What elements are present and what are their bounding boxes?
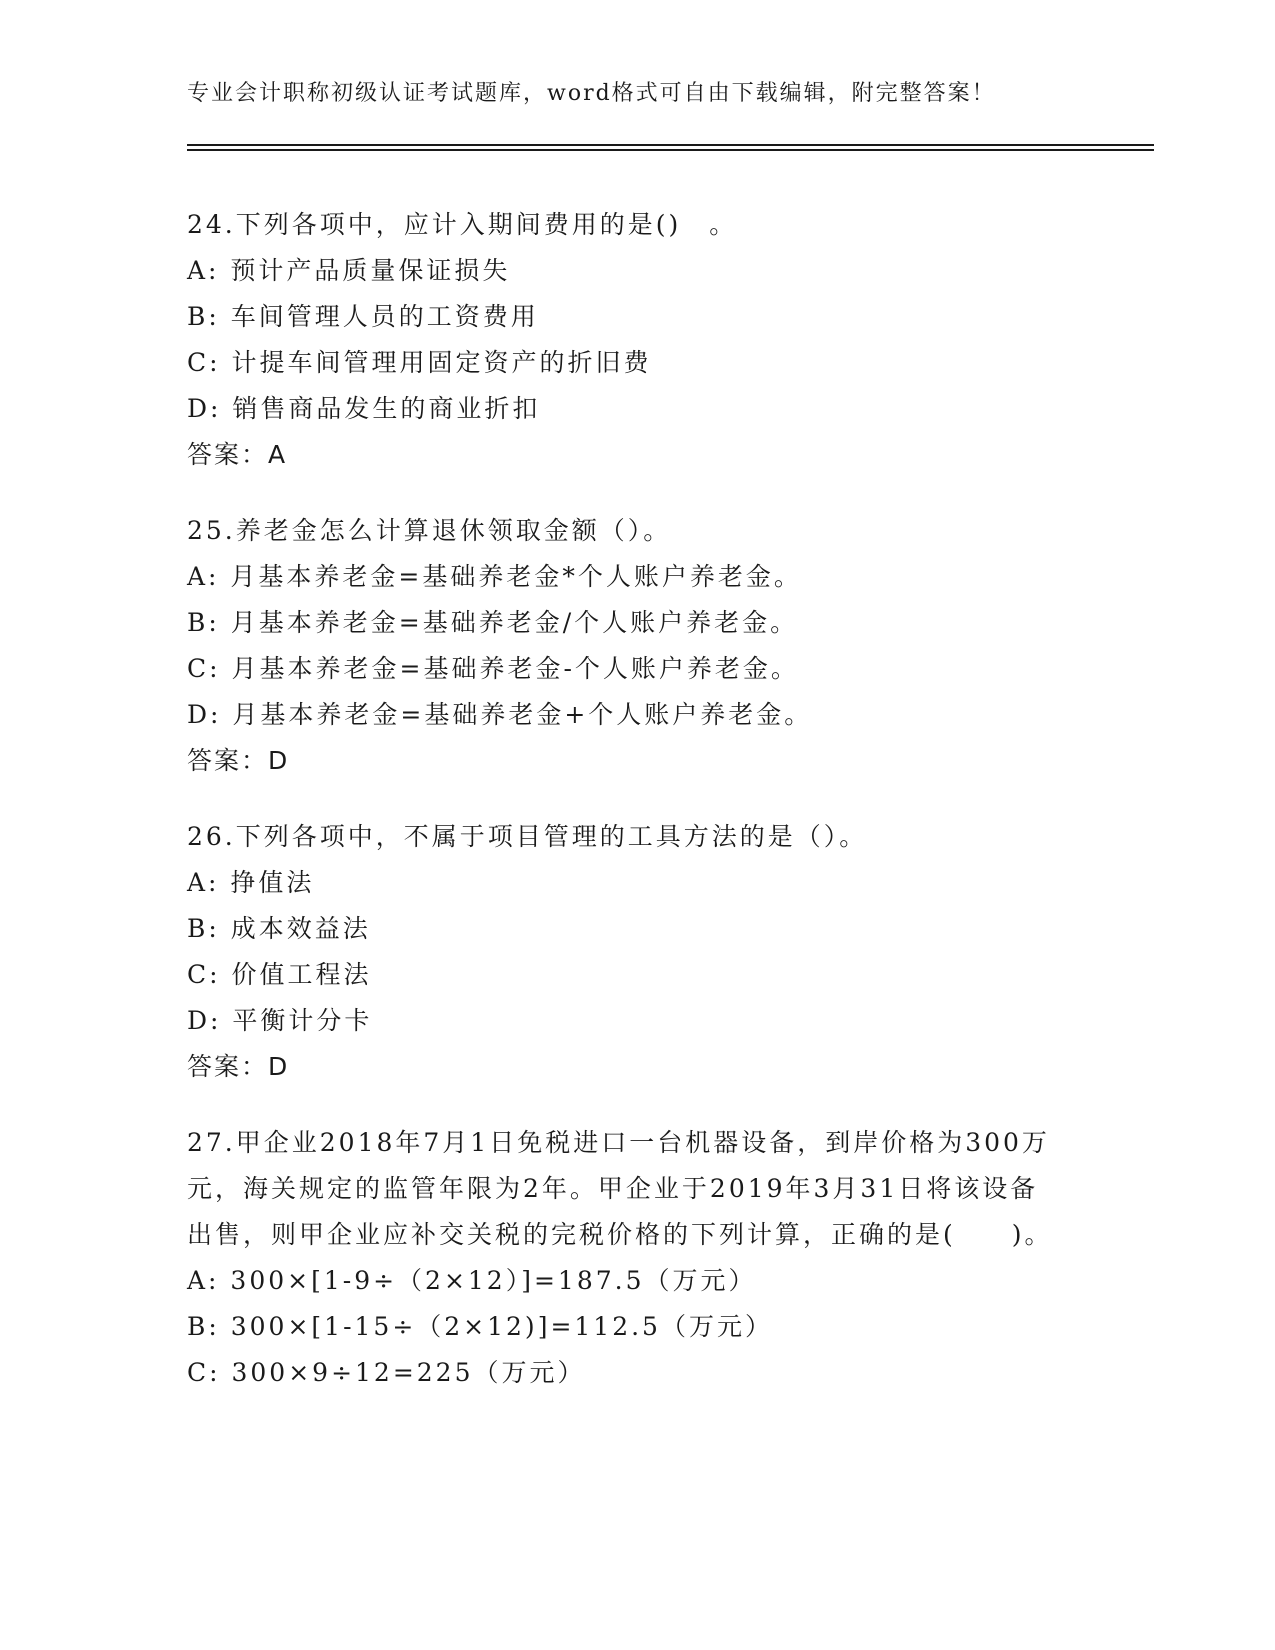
- option-a: A: 300×[1-9÷（2×12）]=187.5（万元）: [187, 1266, 757, 1295]
- header-divider: [187, 144, 1154, 151]
- option-a: A: 预计产品质量保证损失: [187, 256, 511, 285]
- question-stem: 24.下列各项中，应计入期间费用的是() 。: [187, 210, 738, 239]
- question-stem: 25.养老金怎么计算退休领取金额（）。: [187, 516, 672, 545]
- option-d: D: 销售商品发生的商业折扣: [187, 394, 541, 423]
- option-b: B: 300×[1-15÷（2×12)]=112.5（万元）: [187, 1312, 773, 1341]
- option-a: A: 挣值法: [187, 868, 315, 897]
- option-b: B: 成本效益法: [187, 914, 371, 943]
- question-list: [187, 202, 1067, 1426]
- question-stem: 27.甲企业2018年7月1日免税进口一台机器设备，到岸价格为300万元，海关规定的监管年限为2年。甲企业于2019年3月31日将该设备出售，则甲企业应补交关税的完税价格的下列计算，正确的是( )。: [187, 1128, 1053, 1249]
- answer: 答案：A: [187, 440, 288, 469]
- option-c: C: 300×9÷12=225（万元）: [187, 1358, 586, 1387]
- answer: 答案：D: [187, 746, 290, 775]
- option-c: C: 计提车间管理用固定资产的折旧费: [187, 348, 652, 377]
- option-d: D: 月基本养老金=基础养老金+个人账户养老金。: [187, 700, 813, 729]
- option-b: B: 车间管理人员的工资费用: [187, 302, 539, 331]
- question-26: [187, 814, 1067, 1090]
- option-c: C: 价值工程法: [187, 960, 372, 989]
- question-24: [187, 202, 1067, 478]
- answer: 答案：D: [187, 1052, 290, 1081]
- option-b: B: 月基本养老金=基础养老金/个人账户养老金。: [187, 608, 799, 637]
- option-c: C: 月基本养老金=基础养老金-个人账户养老金。: [187, 654, 799, 683]
- question-25: [187, 508, 1067, 784]
- question-27: [187, 1120, 1067, 1396]
- page-header: 专业会计职称初级认证考试题库，word格式可自由下载编辑，附完整答案！: [187, 81, 996, 106]
- option-d: D: 平衡计分卡: [187, 1006, 373, 1035]
- question-stem: 26.下列各项中，不属于项目管理的工具方法的是（）。: [187, 822, 868, 851]
- option-a: A: 月基本养老金=基础养老金*个人账户养老金。: [187, 562, 802, 591]
